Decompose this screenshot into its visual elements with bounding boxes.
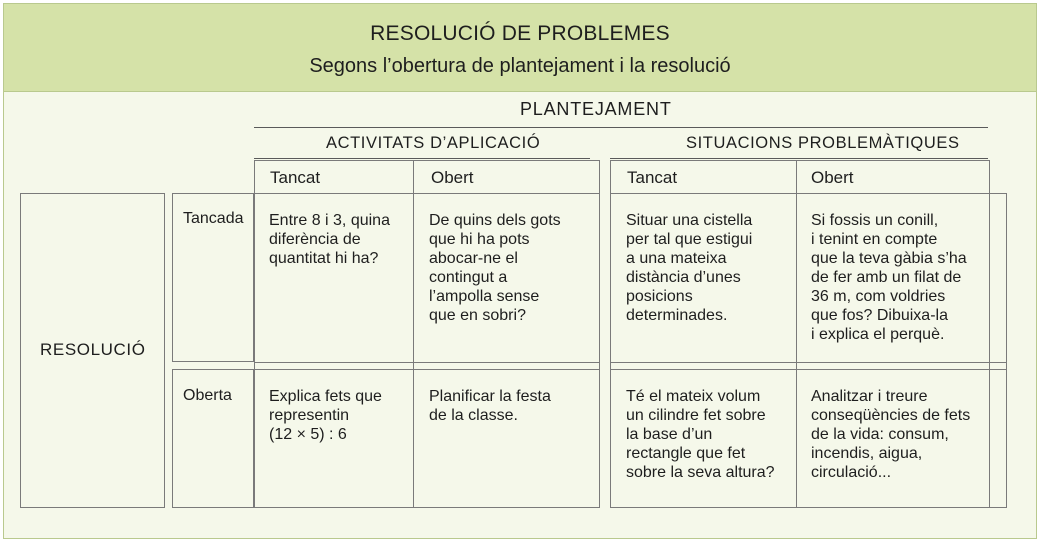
problematiques-bottom-line (610, 507, 1006, 508)
cell-tancada-aplicacio-tancat: Entre 8 i 3, quina diferència de quantitat hi ha? (269, 212, 390, 267)
row-label-oberta: Oberta (183, 387, 232, 404)
group-heading-problematiques: SITUACIONS PROBLEMÀTIQUES (686, 134, 960, 152)
aplicacio-header-line (254, 193, 600, 194)
plantejament-heading: PLANTEJAMENT (520, 99, 672, 119)
cell-tancada-problematiques-obert: Si fossis un conill, i tenint en compte que la teva gàbia s’ha de fer amb un filat de 36 m, com voldries que fos? Dibuixa-la i explica el perquè. (811, 212, 967, 343)
cell-tancada-aplicacio-obert: De quins dels gots que hi ha pots abocar-ne el contingut a l’ampolla sense que en sobri? (429, 212, 561, 324)
problematiques-divider (796, 160, 797, 508)
header-band (4, 4, 1036, 92)
aplicacio-rule (254, 158, 590, 159)
aplicacio-row-line (254, 362, 600, 363)
problematiques-header-line (610, 193, 1006, 194)
cell-oberta-aplicacio-obert: Planificar la festa de la classe. (429, 388, 551, 424)
cell-oberta-problematiques-tancat: Té el mateix volum un cilindre fet sobre la base d’un rectangle que fet sobre la seva altura? (626, 388, 775, 481)
page-title: RESOLUCIÓ DE PROBLEMES (370, 22, 670, 45)
problematiques-row-line-2 (610, 369, 1006, 370)
col-header-aplicacio-obert: Obert (431, 168, 474, 187)
row-label-tancada: Tancada (183, 210, 244, 227)
group-heading-aplicacio: ACTIVITATS D’APLICACIÓ (326, 134, 541, 152)
plantejament-rule (254, 127, 988, 128)
cell-oberta-aplicacio-tancat: Explica fets que representin (12 × 5) : 6 (269, 388, 382, 443)
aplicacio-row-line-2 (254, 369, 600, 370)
problematiques-outer-right (1006, 193, 1007, 508)
col-header-problematiques-obert: Obert (811, 168, 854, 187)
col-header-aplicacio-tancat: Tancat (270, 168, 321, 187)
aplicacio-divider (413, 160, 414, 508)
page-subtitle: Segons l’obertura de plantejament i la resolució (309, 55, 731, 77)
resolucio-label: RESOLUCIÓ (40, 340, 146, 359)
problematiques-row-line (610, 362, 1006, 363)
problematiques-rule (610, 158, 988, 159)
col-header-problematiques-tancat: Tancat (627, 168, 678, 187)
cell-tancada-problematiques-tancat: Situar una cistella per tal que estigui a una mateixa distància d’unes posicions determinades. (626, 212, 753, 324)
cell-oberta-problematiques-obert: Analitzar i treure conseqüències de fets de la vida: consum, incendis, aigua, circulació... (811, 388, 971, 481)
